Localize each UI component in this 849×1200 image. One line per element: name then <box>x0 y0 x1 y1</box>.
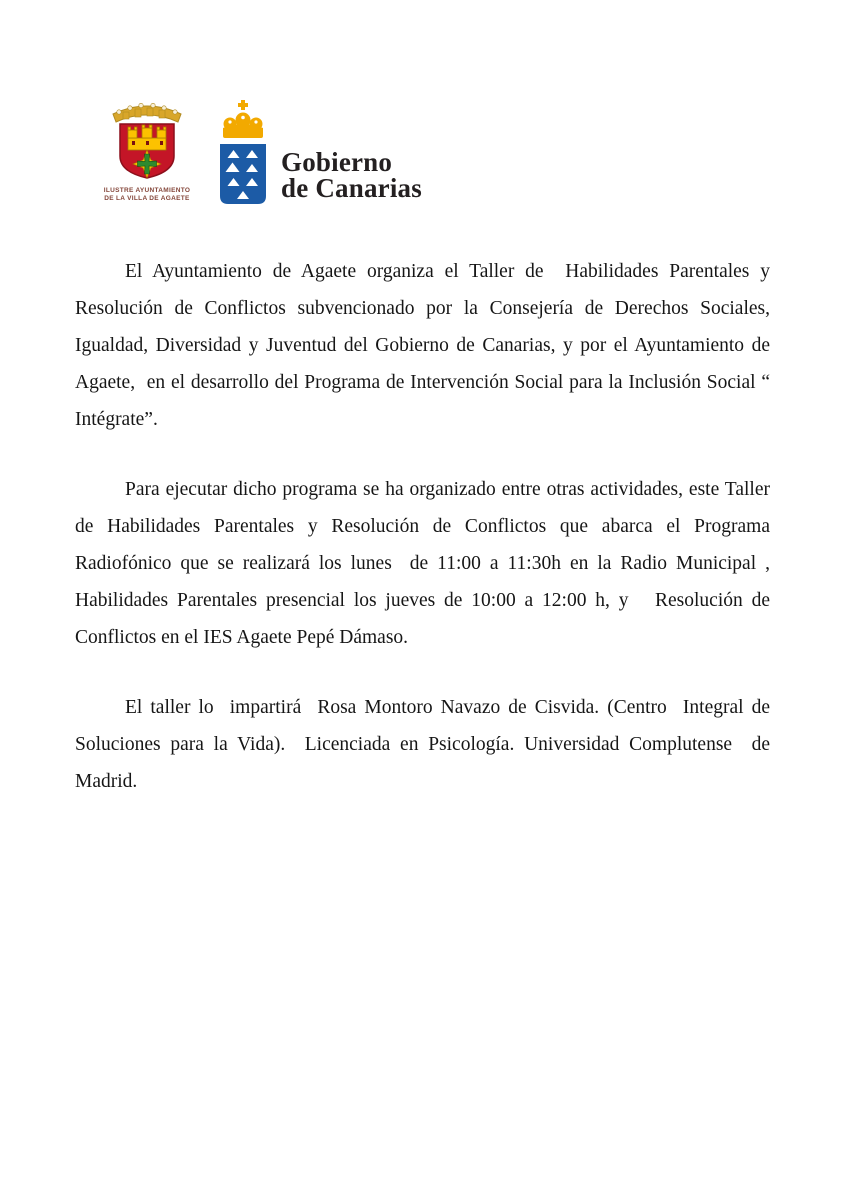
agaete-logo <box>103 98 191 203</box>
canarias-wordmark <box>281 149 422 213</box>
canarias-wordmark-line1: Gobierno <box>281 147 393 177</box>
canarias-coat-of-arms-icon <box>217 100 269 213</box>
agaete-caption-line2: DE LA VILLA DE AGAETE <box>104 195 190 202</box>
agaete-caption <box>104 187 191 203</box>
agaete-coat-of-arms-icon <box>103 98 191 185</box>
canarias-logo <box>217 100 422 213</box>
paragraph-programa-horarios: Para ejecutar dicho programa se ha organizado entre otras actividades, este Taller de Habilidades Parentales y Resolución de Conflictos que abarca el Programa Radiofónico que se realizará los lunes de 11:00 a 11:30h en la Radio Municipal , Habilidades Parentales presencial los jueves de 10:00 a 12:00 h, y Resolución de Conflictos en el IES Agaete Pepé Dámaso. <box>75 479 775 648</box>
agaete-caption-line1: ILUSTRE AYUNTAMIENTO <box>103 187 191 194</box>
paragraph-taller-presentacion: El Ayuntamiento de Agaete organiza el Taller de Habilidades Parentales y Resolución de Conflictos subvencionado por la Consejería de Derechos Sociales, Igualdad, Diversidad y Juventud del Gobierno de Canarias, y por el Ayuntamiento de Agaete, en el desarrollo del Programa de Intervención Social para la Inclusión Social “ Intégrate”. <box>75 261 775 430</box>
document-body <box>75 253 775 833</box>
header-logos <box>103 98 422 213</box>
paragraph-ponente: El taller lo impartirá Rosa Montoro Navazo de Cisvida. (Centro Integral de Soluciones para la Vida). Licenciada en Psicología. Universidad Complutense de Madrid. <box>75 697 775 792</box>
canarias-wordmark-line2: de Canarias <box>281 173 422 203</box>
